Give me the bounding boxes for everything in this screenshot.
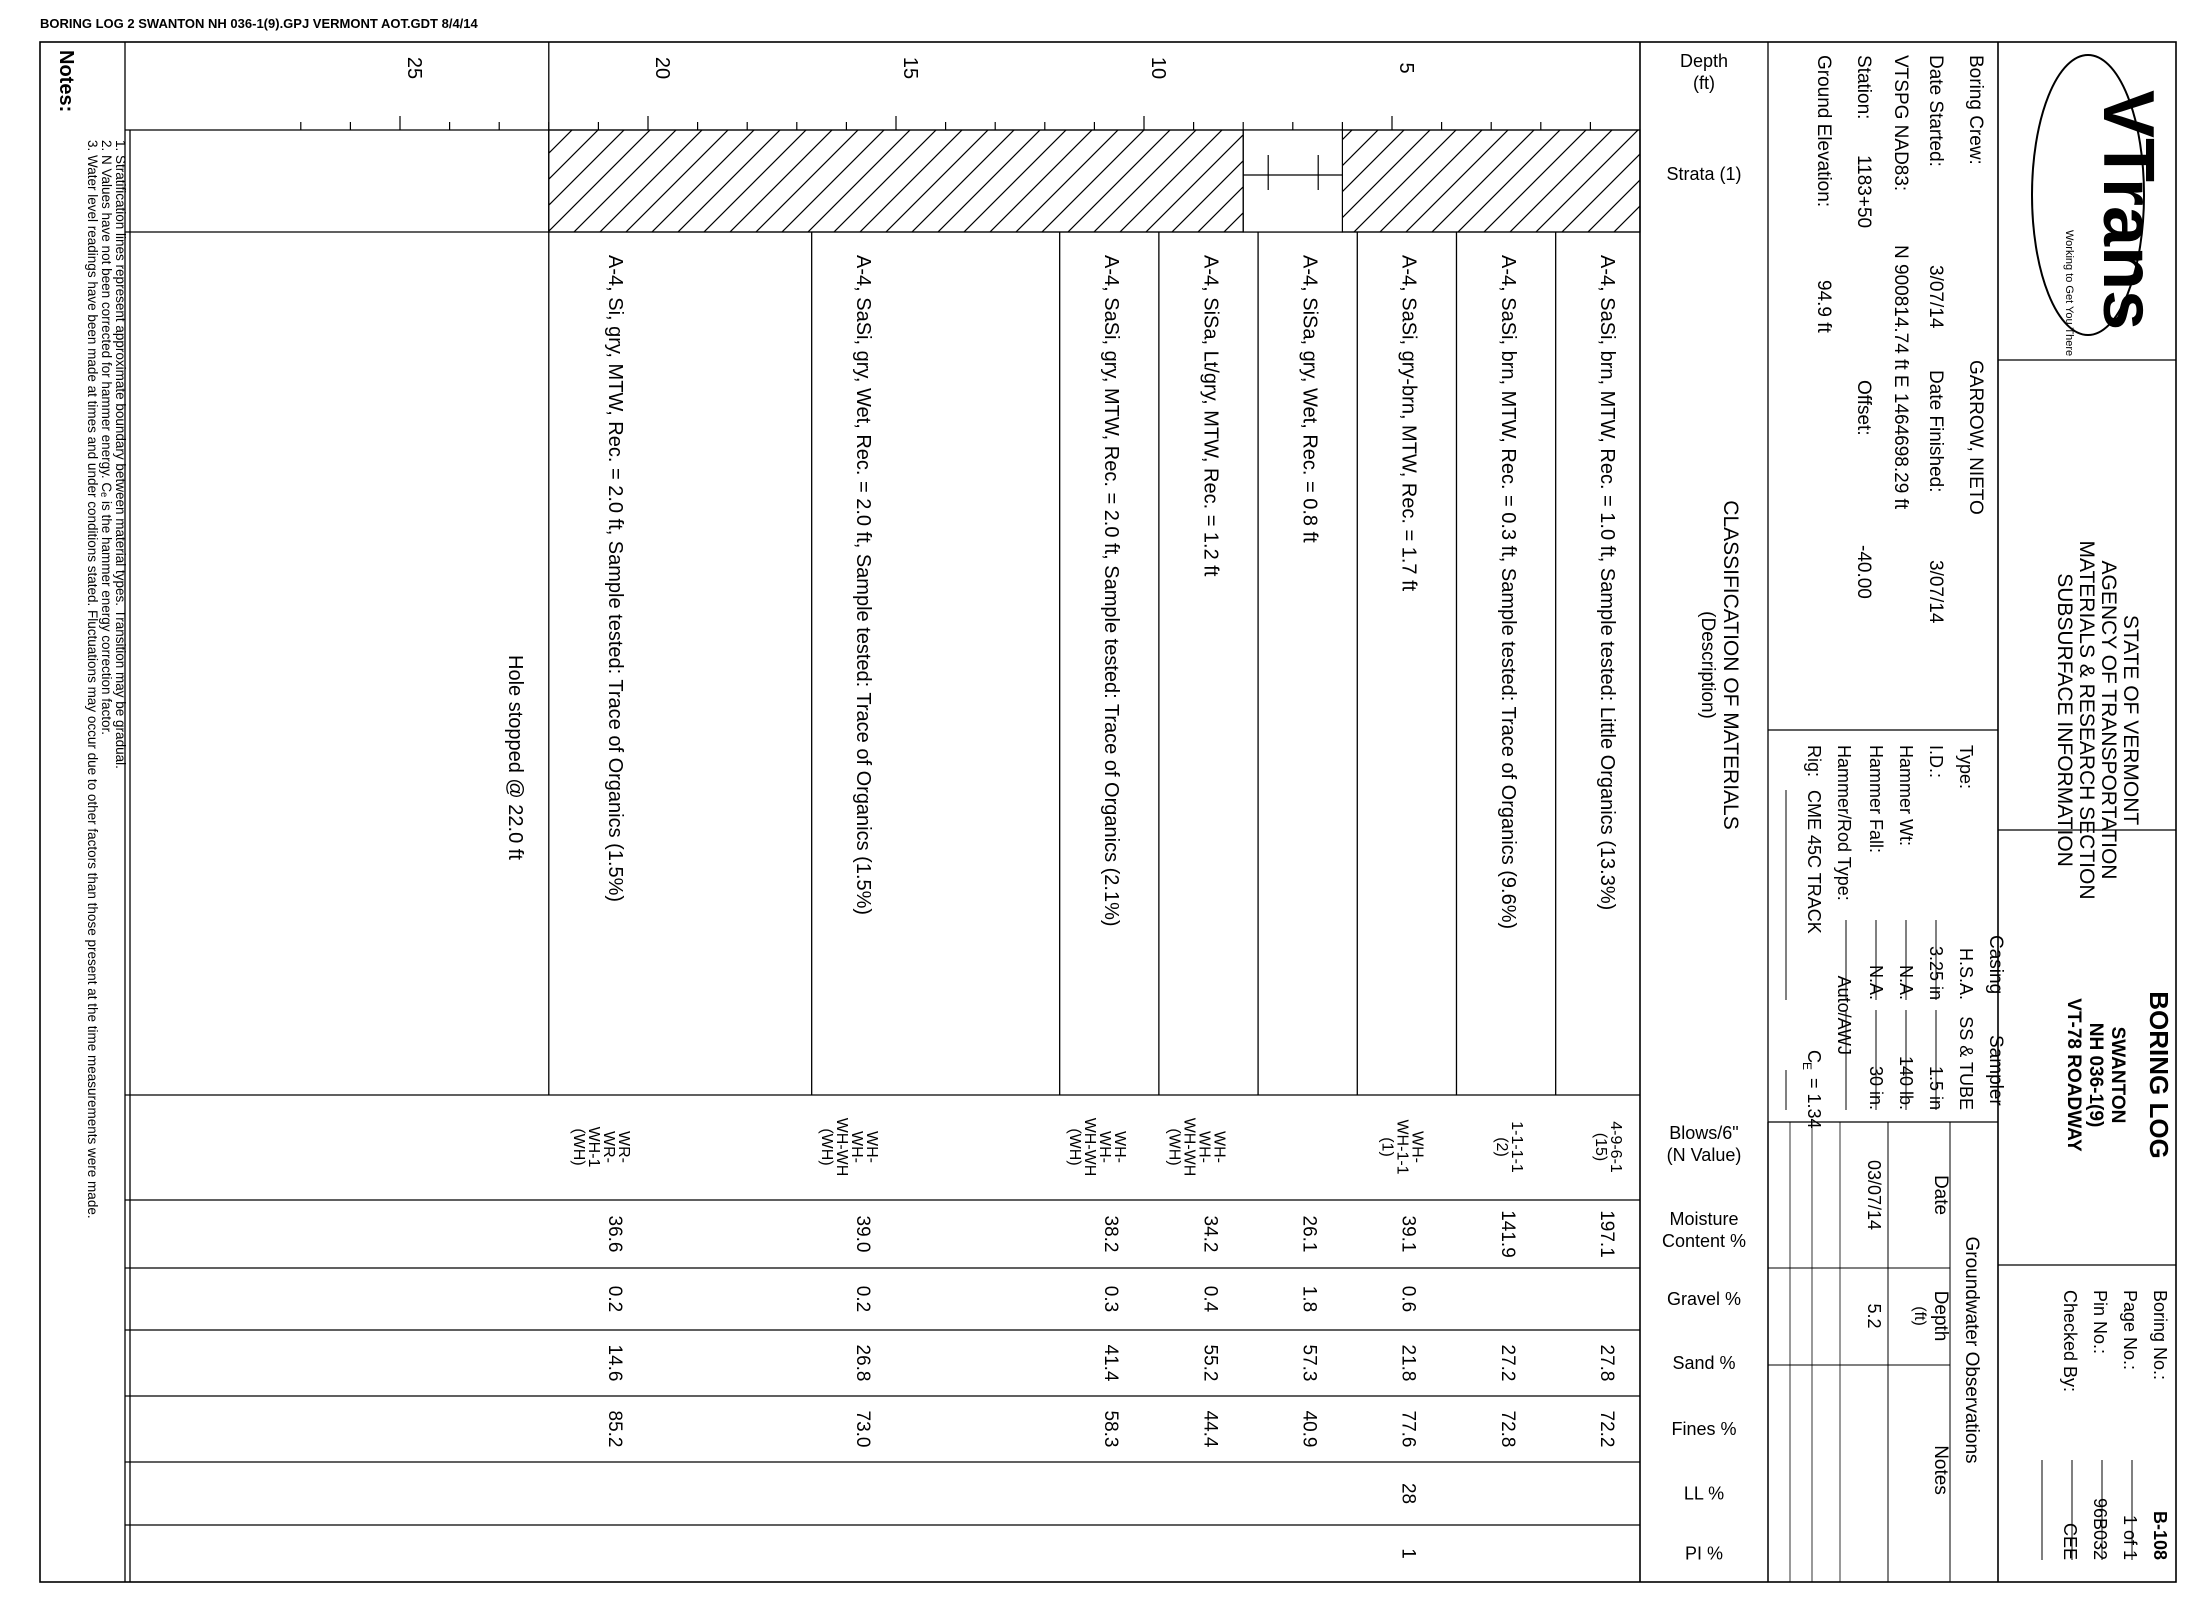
sample-blows: (15) [1592, 1132, 1610, 1162]
id-label: Boring No.: [2150, 1290, 2170, 1381]
boring-info-label: Ground Elevation: [1813, 55, 1834, 208]
equipment-label: Rig: [1804, 745, 1824, 778]
id-value: CEE [2060, 1522, 2080, 1560]
sample-moisture: 26.1 [1298, 1215, 1320, 1253]
equipment-value: CME 45C TRACK [1804, 790, 1824, 934]
agency-line: MATERIALS & RESEARCH SECTION [2075, 540, 2098, 900]
equipment-value: Auto/AWJ [1834, 975, 1854, 1055]
sample-gravel: 1.8 [1298, 1285, 1320, 1313]
sample-sand: 27.2 [1496, 1344, 1518, 1382]
sample-fines: 40.9 [1298, 1410, 1320, 1448]
sample-blows: WR- [615, 1131, 633, 1163]
note-line: 3. Water level readings have been made at times and under conditions stated. Fluctuations may occur due to other factors than those present at the time measurements were made. [85, 140, 100, 1219]
boring-info-value: 3/07/14 [1925, 560, 1946, 624]
depth-tick-label: 5 [1395, 62, 1417, 74]
id-label: Pin No.: [2090, 1290, 2110, 1355]
sample-blows: (WH) [818, 1128, 836, 1166]
boring-info-label: Date Finished: [1925, 370, 1946, 493]
notes-title: Notes: [55, 50, 77, 113]
id-label: Page No.: [2120, 1290, 2140, 1371]
boring-info-value: 3/07/14 [1925, 265, 1946, 329]
boring-info-value: 1183+50 [1853, 155, 1874, 229]
strata-layer [1243, 130, 1342, 232]
sample-fines: 44.4 [1199, 1410, 1221, 1448]
groundwater-col: (ft) [1911, 1306, 1928, 1326]
sample-gravel: 0.2 [852, 1285, 874, 1313]
equipment-label: Hammer/Rod Type: [1834, 745, 1854, 901]
sample-blows: (WH) [570, 1128, 588, 1166]
column-header-moisture: Content % [1661, 1231, 1747, 1251]
boring-info-label: Offset: [1853, 380, 1874, 436]
sample-description: A-4, SaSi, brn, MTW, Rec. = 1.0 ft, Sample tested: Little Organics (13.3%) [1596, 255, 1619, 911]
note-line: 2. N Values have not been corrected for hammer energy. Cₑ is the hammer energy correction factor. [99, 140, 114, 736]
boring-info-label: Boring Crew: [1965, 55, 1986, 165]
equipment-casing: H.S.A. [1956, 947, 1976, 1000]
sample-description: A-4, SiSa, gry, Wet, Rec. = 0.8 ft [1298, 255, 1321, 543]
equipment-header: Sampler [1985, 1035, 2006, 1106]
sample-blows: WH- [1111, 1131, 1129, 1163]
boring-info-label: Station: [1853, 55, 1874, 120]
groundwater-col: Notes [1930, 1445, 1951, 1495]
equipment-label: I.D.: [1926, 745, 1946, 779]
sample-blows: WH-WH [833, 1117, 851, 1177]
sample-blows: (2) [1492, 1137, 1510, 1157]
column-header-ll: LL % [1683, 1483, 1725, 1504]
column-header-strata: Strata (1) [1666, 164, 1742, 184]
sample-blows: WH-WH [1180, 1117, 1198, 1177]
sample-blows: WH- [1096, 1131, 1114, 1163]
note-line: 1. Stratification lines represent approximate boundary between material types. Transition may be gradual. [113, 140, 128, 769]
boring-info-label: Date Started: [1925, 55, 1946, 167]
sample-description: A-4, SiSa, Lt/gry, MTW, Rec. = 1.2 ft [1199, 255, 1222, 577]
sample-blows: 1-1-1-1 [1507, 1121, 1525, 1173]
sample-blows: WH- [1195, 1131, 1213, 1163]
equipment-sampler: 30 in. [1866, 1065, 1886, 1110]
sample-gravel: 0.2 [604, 1285, 626, 1313]
equipment-casing: N.A. [1896, 964, 1916, 1000]
column-header-blows: (N Value) [1666, 1145, 1742, 1165]
sample-gravel: 0.6 [1397, 1285, 1419, 1313]
equipment-ce-value: = 1.34 [1804, 1078, 1824, 1129]
sample-moisture: 36.6 [604, 1215, 626, 1253]
equipment-label: Type: [1956, 745, 1976, 790]
id-label: Checked By: [2060, 1290, 2080, 1393]
log-town: SWANTON [2107, 1026, 2128, 1124]
hole-stopped-note: Hole stopped @ 22.0 ft [503, 655, 526, 860]
sample-moisture: 197.1 [1596, 1210, 1618, 1258]
sample-sand: 14.6 [604, 1344, 626, 1382]
sample-pi: 1 [1397, 1548, 1419, 1559]
sample-description: A-4, SaSi, brn, MTW, Rec. = 0.3 ft, Sample tested: Trace of Organics (9.6%) [1496, 255, 1519, 930]
sample-sand: 57.3 [1298, 1344, 1320, 1382]
column-header-gravel: Gravel % [1666, 1289, 1742, 1309]
groundwater-depth: 5.2 [1864, 1303, 1884, 1329]
sample-ll: 28 [1397, 1482, 1419, 1505]
sample-blows: WH- [848, 1131, 866, 1163]
equipment-sampler: 140 lb. [1896, 1055, 1916, 1110]
sample-description: A-4, SaSi, gry, Wet, Rec. = 2.0 ft, Sample tested: Trace of Organics (1.5%) [852, 255, 875, 916]
agency-line: SUBSURFACE INFORMATION [2053, 573, 2076, 867]
depth-tick-label: 25 [403, 56, 425, 80]
sample-fines: 85.2 [604, 1410, 626, 1448]
sample-moisture: 38.2 [1100, 1215, 1122, 1253]
depth-tick-label: 15 [899, 56, 921, 80]
id-value: 1 of 1 [2120, 1514, 2140, 1560]
boring-info-value: N 900814.74 ft E 1464698.29 ft [1890, 245, 1911, 510]
equipment-label: Hammer Fall: [1866, 745, 1886, 854]
agency-line: STATE OF VERMONT [2119, 614, 2142, 826]
sample-sand: 55.2 [1199, 1344, 1221, 1382]
file-caption: BORING LOG 2 SWANTON NH 036-1(9).GPJ VERMONT AOT.GDT 8/4/14 [40, 16, 478, 31]
sample-description: A-4, SaSi, gry, MTW, Rec. = 2.0 ft, Sample tested: Trace of Organics (2.1%) [1100, 255, 1123, 927]
sample-sand: 21.8 [1397, 1344, 1419, 1382]
column-header-fines: Fines % [1671, 1419, 1737, 1439]
id-value: 96B032 [2090, 1497, 2110, 1560]
sample-moisture: 39.0 [852, 1215, 874, 1253]
equipment-ce-sub: E [1800, 1062, 1814, 1071]
column-header-classification: (Description) [1697, 611, 1718, 719]
sample-blows: WH-1 [585, 1126, 603, 1168]
log-title: BORING LOG [2144, 991, 2174, 1159]
column-header-blows: Blows/6" [1669, 1123, 1739, 1143]
sample-sand: 26.8 [852, 1344, 874, 1382]
sample-gravel: 0.3 [1100, 1285, 1122, 1313]
sample-gravel: 0.4 [1199, 1285, 1221, 1313]
vtrans-logo-tagline: Working to Get You There [2063, 230, 2075, 357]
sample-description: A-4, SaSi, gry-brn, MTW, Rec. = 1.7 ft [1397, 255, 1420, 592]
sample-fines: 73.0 [852, 1410, 874, 1448]
equipment-ce-label: C [1804, 1050, 1824, 1063]
vtrans-logo-wordmark: VTrans [2088, 90, 2168, 331]
sample-fines: 77.6 [1397, 1410, 1419, 1448]
depth-tick-label: 20 [651, 56, 673, 80]
sample-blows: WH- [1408, 1131, 1426, 1163]
sample-blows: (1) [1378, 1137, 1396, 1157]
sample-moisture: 39.1 [1397, 1215, 1419, 1253]
column-header-classification: CLASSIFICATION OF MATERIALS [1719, 500, 1742, 830]
sample-fines: 72.8 [1496, 1410, 1518, 1448]
sample-blows: WH- [1210, 1131, 1228, 1163]
column-header-sand: Sand % [1672, 1353, 1736, 1373]
sample-blows: (WH) [1066, 1128, 1084, 1166]
depth-tick-label: 10 [1147, 56, 1169, 80]
log-project: NH 036-1(9) [2085, 1022, 2106, 1128]
sample-fines: 58.3 [1100, 1410, 1122, 1448]
equipment-label: Hammer Wt: [1896, 745, 1916, 846]
sample-description: A-4, Si, gry, MTW, Rec. = 2.0 ft, Sample tested: Trace of Organics (1.5%) [604, 255, 627, 903]
sample-blows: (WH) [1165, 1128, 1183, 1166]
equipment-sampler: 1.5 in [1926, 1065, 1946, 1110]
equipment-header: Casing [1985, 935, 2006, 995]
log-roadway: VT-78 ROADWAY [2063, 998, 2084, 1152]
groundwater-col: Date [1930, 1174, 1951, 1216]
equipment-sampler: SS & TUBE [1956, 1016, 1976, 1110]
sample-fines: 72.2 [1596, 1410, 1618, 1448]
sample-blows: 4-9-6-1 [1607, 1121, 1625, 1173]
groundwater-date: 03/07/14 [1864, 1159, 1884, 1231]
strata-layer [549, 130, 1243, 232]
boring-info-value: -40.00 [1853, 545, 1874, 599]
sample-sand: 41.4 [1100, 1344, 1122, 1382]
groundwater-col: Depth [1930, 1290, 1951, 1342]
column-header-depth: (ft) [1693, 73, 1715, 93]
equipment-casing: 3.25 in [1926, 945, 1946, 1000]
strata-layer [1342, 130, 1640, 232]
sample-blows: WH-WH [1081, 1117, 1099, 1177]
column-header-depth: Depth [1679, 51, 1729, 71]
sample-blows: WH-1-1 [1393, 1119, 1411, 1175]
sample-moisture: 141.9 [1496, 1210, 1518, 1258]
column-header-pi: PI % [1684, 1543, 1724, 1564]
groundwater-title: Groundwater Observations [1961, 1236, 1982, 1464]
sample-blows: WR- [600, 1131, 618, 1163]
sample-sand: 27.8 [1596, 1344, 1618, 1382]
sample-blows: WH- [863, 1131, 881, 1163]
id-value: B-108 [2150, 1510, 2170, 1560]
boring-info-value: GARROW, NIETO [1965, 360, 1986, 515]
sample-moisture: 34.2 [1199, 1215, 1221, 1253]
equipment-casing: N.A. [1866, 964, 1886, 1000]
agency-line: AGENCY OF TRANSPORTATION [2097, 560, 2120, 880]
boring-info-value: 94.9 ft [1813, 280, 1834, 333]
boring-info-label: VTSPG NAD83: [1890, 55, 1911, 192]
column-header-moisture: Moisture [1669, 1209, 1739, 1229]
